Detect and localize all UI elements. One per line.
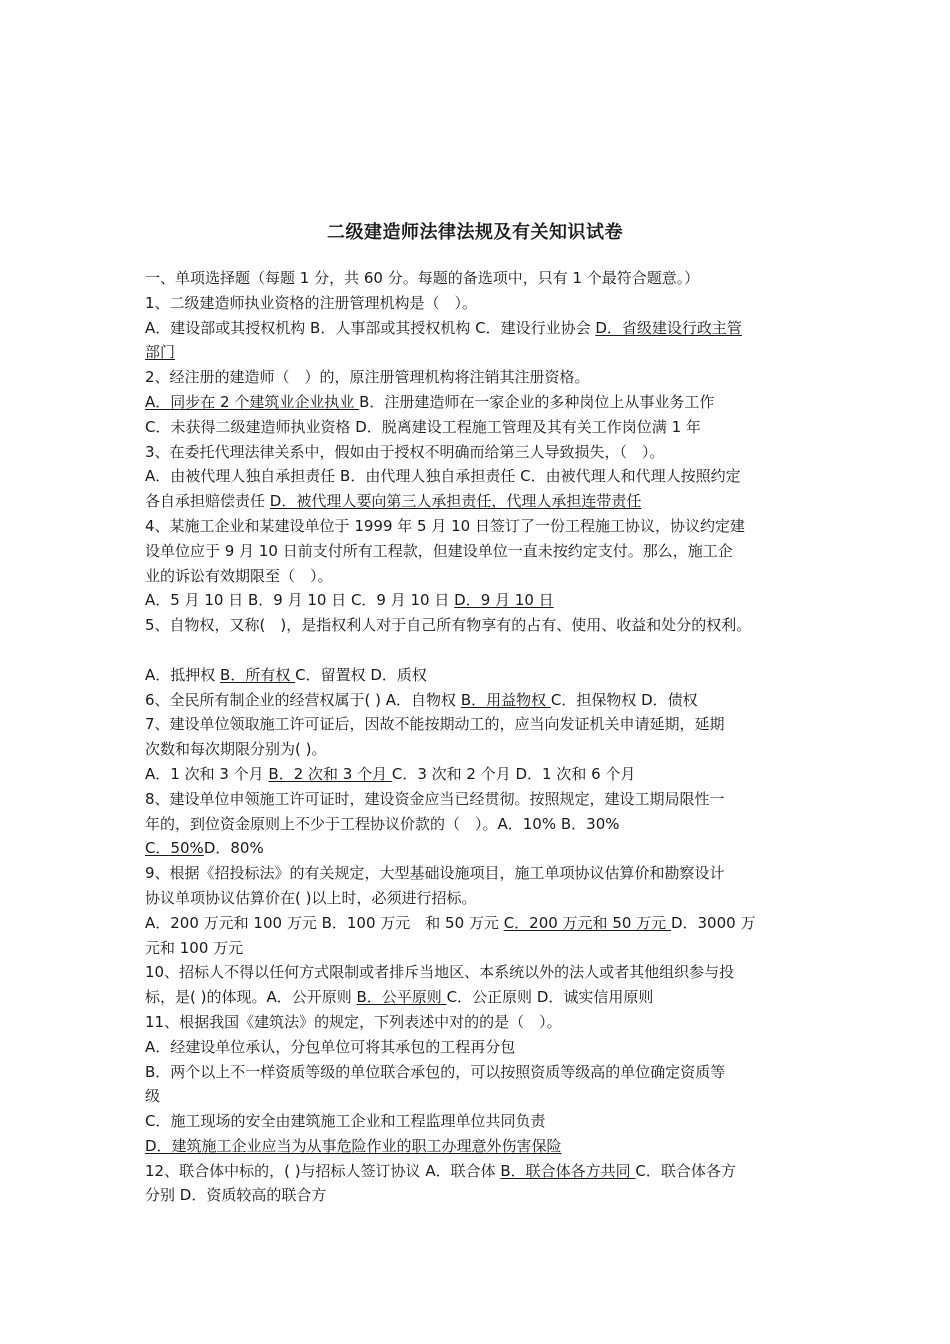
- text-line: [145, 712, 817, 737]
- text-line: [145, 539, 817, 564]
- text-segment: 年的，到位资金原则上不少于工程协议价款的（ ）。A．10% B．30%: [145, 814, 620, 833]
- text-line: [145, 1035, 817, 1060]
- text-segment: 业的诉讼有效期限至（ ）。: [145, 566, 333, 585]
- answer-highlight: B．联合体各方共同: [500, 1161, 636, 1180]
- answer-highlight: D．省级建设行政主管: [595, 318, 742, 337]
- text-line: [145, 688, 817, 713]
- text-line: [145, 365, 817, 390]
- text-line: [145, 1134, 817, 1159]
- text-line: [145, 861, 817, 886]
- text-segment: 分别 D．资质较高的联合方: [145, 1186, 327, 1205]
- text-line: [145, 985, 817, 1010]
- answer-highlight: B．所有权: [220, 665, 296, 684]
- text-segment: C．施工现场的安全由建筑施工企业和工程监理单位共同负责: [145, 1112, 546, 1131]
- text-segment: C．3 次和 2 个月 D．1 次和 6 个月: [391, 764, 636, 783]
- text-line: [145, 340, 817, 365]
- text-segment: D．3000 万: [670, 913, 756, 932]
- text-line: [145, 1010, 817, 1035]
- text-line: [145, 762, 817, 787]
- text-line: [145, 390, 817, 415]
- text-segment: B．注册建造师在一家企业的多种岗位上从事业务工作: [359, 392, 715, 411]
- exam-body: [145, 266, 817, 1208]
- answer-highlight: C．200 万元和 50 万元: [503, 913, 671, 932]
- text-segment: 标，是( )的体现。A．公开原则: [145, 988, 357, 1007]
- text-line: [145, 911, 817, 936]
- text-line: [145, 266, 817, 291]
- text-segment: A．200 万元和 100 万元 B．100 万元 和 50 万元: [145, 913, 504, 932]
- text-segment: 协议单项协议估算价在( )以上时，必须进行招标。: [145, 888, 477, 907]
- text-line: [145, 663, 817, 688]
- text-segment: A．经建设单位承认，分包单位可将其承包的工程再分包: [145, 1037, 516, 1056]
- text-line: [145, 836, 817, 861]
- text-segment: D．80%: [203, 839, 264, 858]
- text-segment: A．由被代理人独自承担责任 B．由代理人独自承担责任 C．由被代理人和代理人按照约定: [145, 467, 741, 486]
- text-line: [145, 1183, 817, 1208]
- answer-highlight: C．50%: [145, 839, 204, 858]
- text-segment: 次数和每次期限分别为( )。: [145, 740, 327, 759]
- text-segment: 6、全民所有制企业的经营权属于( ) A．自物权: [145, 690, 461, 709]
- text-segment: 8、建设单位申领施工许可证时，建设资金应当已经贯彻。按照规定，建设工期局限性一: [145, 789, 725, 808]
- text-line: [145, 588, 817, 613]
- answer-highlight: B．用益物权: [460, 690, 551, 709]
- document-title: 二级建造师法律法规及有关知识试卷: [327, 222, 623, 243]
- text-line: [145, 613, 817, 638]
- text-segment: 级: [145, 1087, 161, 1106]
- answer-highlight: 部门: [145, 343, 176, 362]
- text-line: [145, 812, 817, 837]
- text-line: [145, 415, 817, 440]
- text-segment: 一、单项选择题（每题 1 分，共 60 分。每题的备选项中，只有 1 个最符合题意。）: [145, 269, 700, 287]
- text-segment: 1、二级建造师执业资格的注册管理机构是（ ）。: [145, 293, 478, 312]
- text-line: [145, 489, 817, 514]
- text-line: [145, 1060, 817, 1085]
- text-segment: A．抵押权: [145, 665, 221, 684]
- text-line: [145, 316, 817, 341]
- text-line: [145, 514, 817, 539]
- text-segment: 10、招标人不得以任何方式限制或者排斥当地区、本系统以外的法人或者其他组织参与投: [145, 963, 735, 982]
- answer-highlight: B．公平原则: [356, 988, 447, 1007]
- answer-highlight: A．同步在 2 个建筑业企业执业: [145, 392, 360, 411]
- text-segment: 12、联合体中标的，( )与招标人签订协议 A．联合体: [145, 1161, 501, 1180]
- text-segment: 2、经注册的建造师（ ）的，原注册管理机构将注销其注册资格。: [145, 368, 590, 387]
- answer-highlight: B．2 次和 3 个月: [268, 764, 392, 783]
- text-line: [145, 737, 817, 762]
- text-segment: 5、自物权，又称( )，是指权利人对于自己所有物享有的占有、使用、收益和处分的权利。: [145, 616, 752, 635]
- text-segment: 设单位应于 9 月 10 日前支付所有工程款，但建设单位一直未按约定支付。那么，施工企: [145, 541, 733, 560]
- text-segment: C．联合体各方: [635, 1161, 736, 1180]
- text-segment: C．留置权 D．质权: [295, 665, 427, 684]
- text-segment: B．两个以上不一样资质等级的单位联合承包的，可以按照资质等级高的单位确定资质等: [145, 1062, 726, 1081]
- text-line: [145, 936, 817, 961]
- text-line: [145, 1109, 817, 1134]
- answer-highlight: D．9 月 10 日: [454, 591, 554, 610]
- text-segment: 9、根据《招投标法》的有关规定，大型基础设施项目，施工单项协议估算价和勘察设计: [145, 864, 725, 883]
- text-line: [145, 440, 817, 465]
- text-segment: 4、某施工企业和某建设单位于 1999 年 5 月 10 日签订了一份工程施工协议，协议约定建: [145, 516, 745, 535]
- text-line: [145, 564, 817, 589]
- text-line: [145, 464, 817, 489]
- text-segment: C．未获得二级建造师执业资格 D．脱离建设工程施工管理及其有关工作岗位满 1 年: [145, 417, 701, 436]
- answer-highlight: D．被代理人要向第三人承担责任，代理人承担连带责任: [269, 492, 642, 511]
- text-segment: 11、根据我国《建筑法》的规定，下列表述中对的的是（ ）。: [145, 1012, 562, 1031]
- text-line: [145, 291, 817, 316]
- text-line: [145, 1084, 817, 1109]
- text-segment: A．5 月 10 日 B．9 月 10 日 C．9 月 10 日: [145, 591, 455, 610]
- text-segment: 各自承担赔偿责任: [145, 492, 270, 511]
- text-segment: 元和 100 万元: [145, 938, 244, 957]
- text-segment: 3、在委托代理法律关系中，假如由于授权不明确而给第三人导致损失，（ ）。: [145, 442, 665, 461]
- text-segment: C．担保物权 D．债权: [550, 690, 698, 709]
- text-segment: A．建设部或其授权机构 B．人事部或其授权机构 C．建设行业协会: [145, 318, 596, 337]
- text-line: [145, 1159, 817, 1184]
- text-line: [145, 787, 817, 812]
- text-line: [145, 960, 817, 985]
- text-line: [145, 886, 817, 911]
- answer-highlight: D．建筑施工企业应当为从事危险作业的职工办理意外伤害保险: [145, 1136, 562, 1155]
- text-segment: 7、建设单位领取施工许可证后，因故不能按期动工的，应当向发证机关申请延期，延期: [145, 715, 725, 734]
- text-segment: A．1 次和 3 个月: [145, 764, 269, 783]
- text-line: [145, 638, 817, 663]
- text-segment: C．公正原则 D．诚实信用原则: [446, 988, 654, 1007]
